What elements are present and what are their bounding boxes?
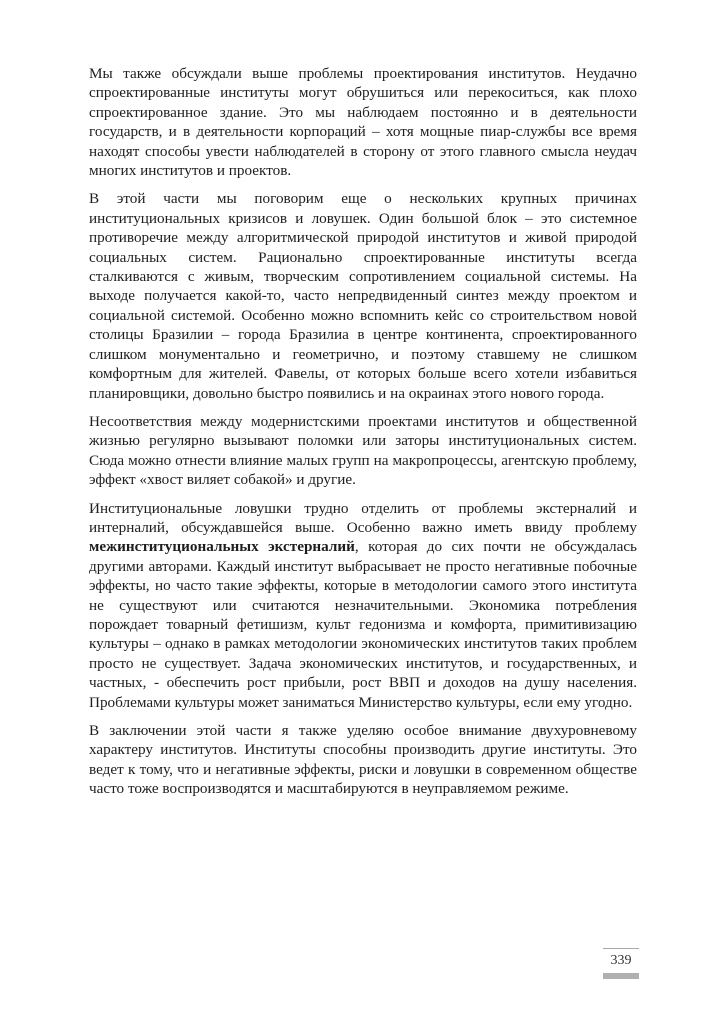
paragraph-4-text-before: Институциональные ловушки трудно отделить от проблемы экстерналий и интерналий, обсуждавшейся выше. Особенно важно иметь ввиду проблему	[89, 499, 637, 536]
body-text	[89, 64, 637, 808]
page-number: 339	[610, 953, 632, 968]
paragraph-4	[89, 499, 637, 712]
paragraph-3: Несоответствия между модернистскими проектами институтов и общественной жизнью регулярно вызывают поломки или заторы институциональных систем. Сюда можно отнести влияние малых групп на макропроцессы, агентскую проблему, эффект «хвост виляет собакой» и другие.	[89, 412, 637, 489]
paragraph-1: Мы также обсуждали выше проблемы проектирования институтов. Неудачно спроектированные институты могут обрушиться или перекоситься, как плохо спроектированное здание. Это мы наблюдаем постоянно и в деятельности государств, и в деятельности корпораций – хотя мощные пиар-службы все время находят способы увести наблюдателей в сторону от этого главного смысла неудач многих институтов и проектов.	[89, 65, 637, 180]
paragraph-5: В заключении этой части я также уделяю особое внимание двухуровневому характеру институтов. Институты способны производить другие институты. Это ведет к тому, что и негативные эффекты, риски и ловушки в современном обществе часто тоже воспроизводятся и масштабируются в неуправляемом режиме.	[89, 722, 637, 798]
paragraph-4-text-after: , которая до сих почти не обсуждалась другими авторами. Каждый институт выбрасывает не просто негативные побочные эффекты, но часто такие эффекты, которые в методологии самого этого института не существуют или считаются незначительными. Экономика потребления порождает товарный фетишизм, культ гедонизма и комфорта, примитивизацию культуры – однако в рамках методологии экономических институтов таких проблем просто не существует. Задача экономических институтов, и государственных, и частных, - обеспечить рост прибыли, рост ВВП и доходов на душу населения. Проблемами культуры может заниматься Министерство культуры, если ему угодно.	[89, 538, 637, 711]
paragraph-2: В этой части мы поговорим еще о нескольких крупных причинах институциональных кризисов и ловушек. Один большой блок – это системное противоречие между алгоритмической природой институтов и живой природой социальных систем. Рационально спроектированные институты всегда сталкиваются с живым, творческим сопротивлением социальной системы. На выходе получается какой-то, часто непредвиденный синтез между проектом и социальной системой. Особенно можно вспомнить кейс со строительством новой столицы Бразилии – города Бразилиа в центре континента, спроектированного слишком монументально и геометрично, и поэтому ставшему не слишком комфортным для жителей. Фавелы, от которых больше всего хотели избавиться планировщики, довольно быстро появились и на окраинах этого нового города.	[89, 190, 637, 402]
page-number-bar	[603, 973, 639, 979]
page-number-block	[603, 948, 639, 979]
paragraph-4-bold-term: межинституциональных экстерналий	[89, 538, 355, 556]
